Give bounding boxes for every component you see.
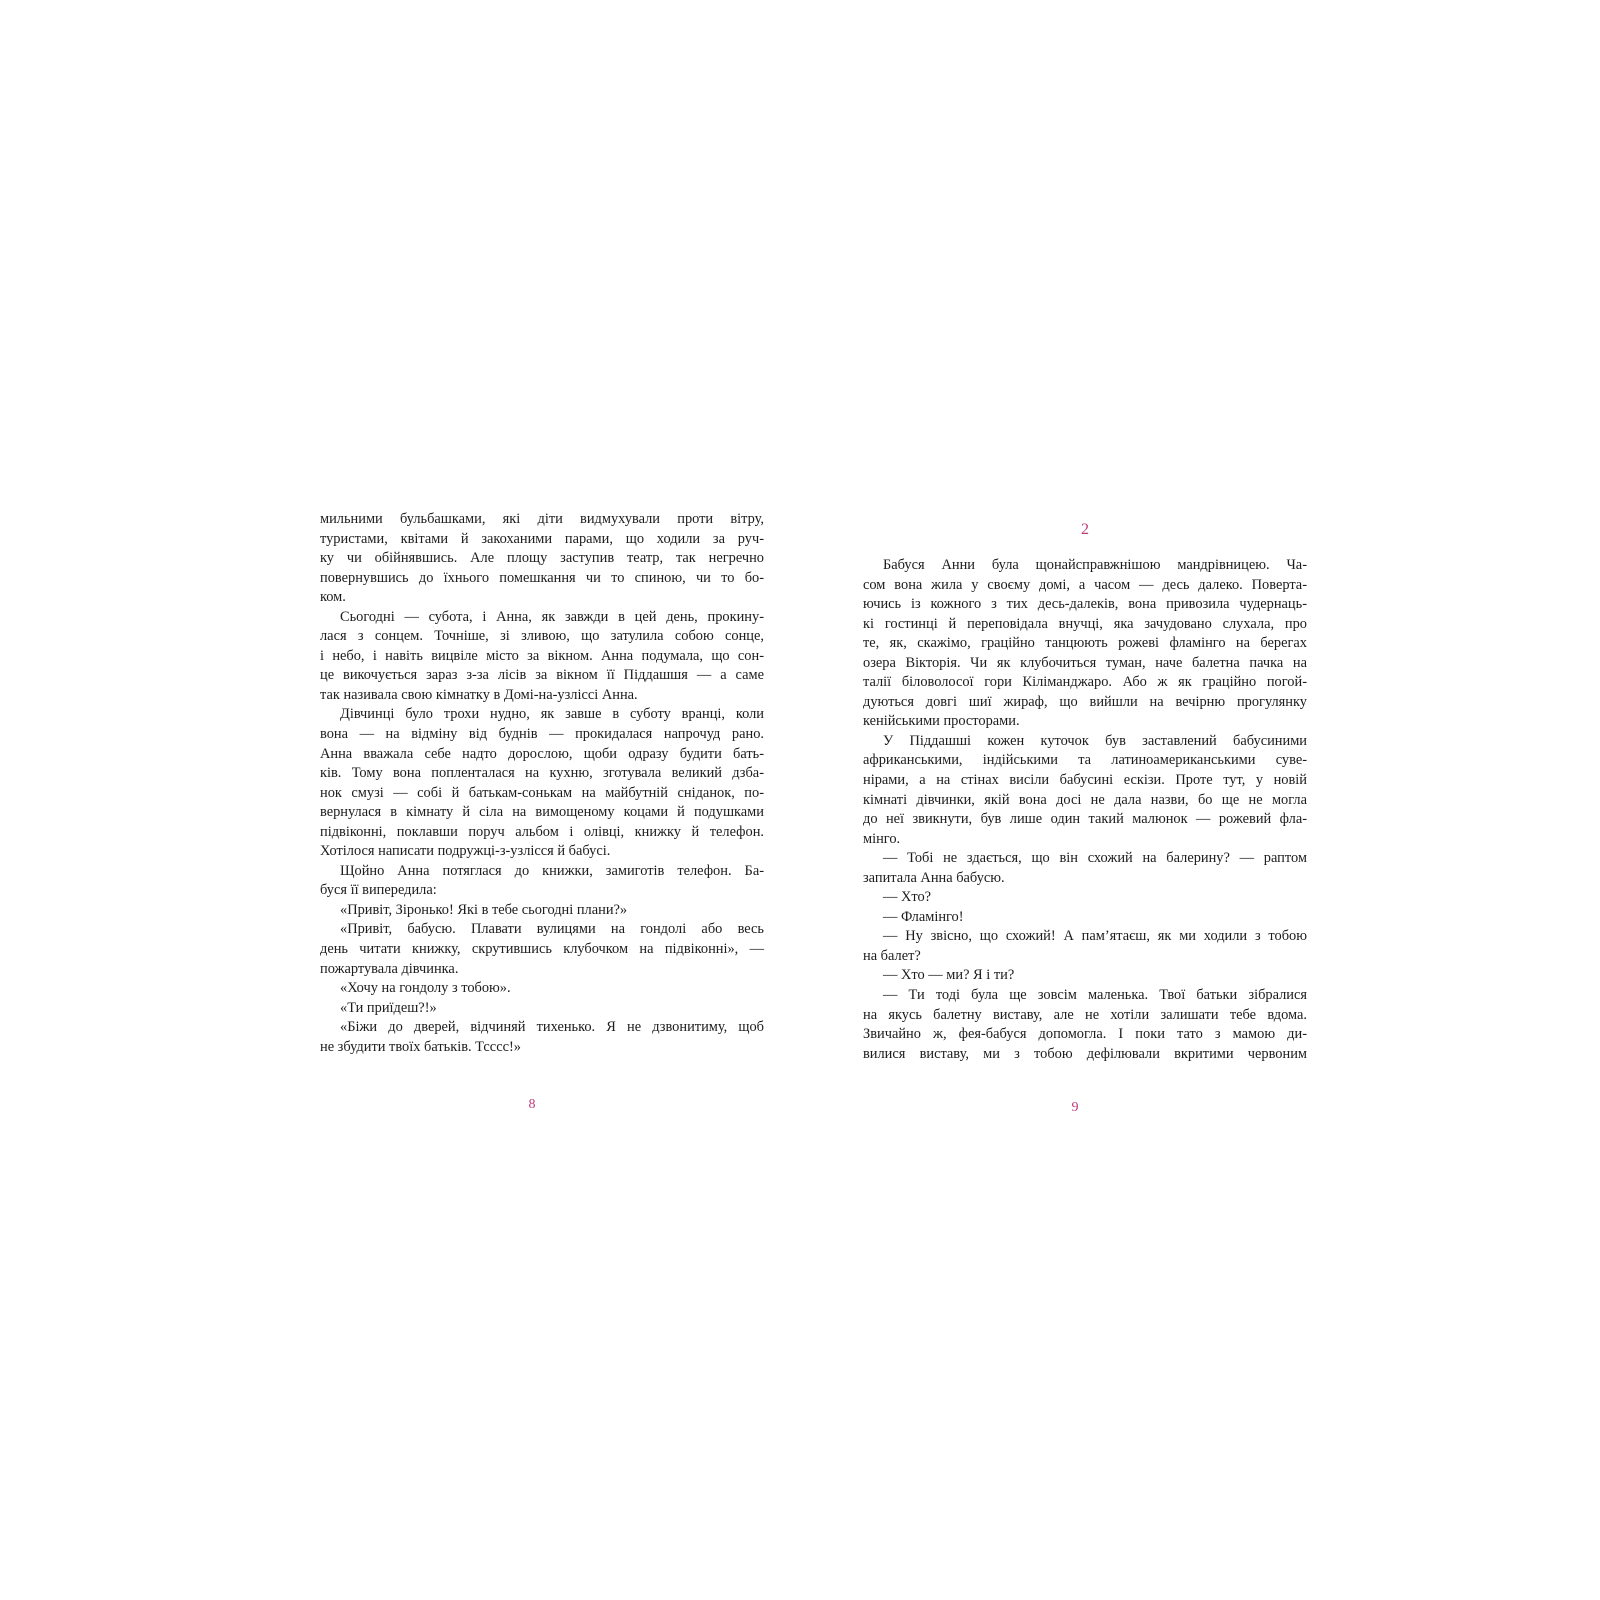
text-line: це викочується зараз з-за лісів за вікном її Піддашшя — а саме xyxy=(320,667,764,684)
text-line: лася з сонцем. Точніше, зі зливою, що затулила собою сонце, xyxy=(320,628,764,645)
text-line: — Ти тоді була ще зовсім маленька. Твої батьки зібралися xyxy=(883,987,1307,1004)
text-line: «Привіт, Зіронько! Які в тебе сьогодні плани?» xyxy=(340,901,628,918)
text-line: повернувшись до їхнього помешкання чи то спиною, чи то бо- xyxy=(320,569,764,586)
text-line: — Хто? xyxy=(883,889,932,906)
text-line: до неї звикнути, був лише один такий малюнок — рожевий фла- xyxy=(863,811,1307,828)
right-page-text xyxy=(863,556,1307,1064)
chapter-number: 2 xyxy=(1081,521,1089,538)
text-line: африканськими, індійськими та латиноамериканськими суве- xyxy=(863,752,1307,769)
text-line: ків. Тому вона попленталася на кухню, зготувала великий дзба- xyxy=(320,765,764,782)
text-line: Анна вважала себе надто дорослою, щоби одразу будити бать- xyxy=(320,745,764,762)
text-line: ком. xyxy=(320,589,346,606)
left-page-text xyxy=(320,510,764,1057)
text-line: на балет? xyxy=(863,947,921,964)
text-line: озера Вікторія. Чи як клубочиться туман, наче балетна пачка на xyxy=(863,654,1307,671)
page-number-right: 9 xyxy=(1071,1100,1079,1115)
text-line: сом вона жила у своєму домі, а часом — десь далеко. Поверта- xyxy=(863,576,1307,593)
text-line: не збудити твоїх батьків. Тсссс!» xyxy=(320,1038,521,1055)
text-line: Хотілося написати подружці-з-узлісся й бабусі. xyxy=(320,843,611,860)
text-line: — Фламінго! xyxy=(883,908,964,925)
text-line: — Тобі не здається, що він схожий на балерину? — раптом xyxy=(883,850,1307,867)
text-line: вернулася в кімнату й сіла на вимощеному коцами й подушками xyxy=(320,804,764,821)
text-line: «Привіт, бабусю. Плавати вулицями на гондолі або весь xyxy=(340,921,764,938)
text-line: пожартувала дівчинка. xyxy=(320,960,459,977)
text-line: Звичайно ж, фея-бабуся допомогла. І поки тато з мамою ди- xyxy=(863,1026,1307,1043)
text-line: кімнаті дівчинки, якій вона досі не дала назви, бо ще не могла xyxy=(863,791,1307,808)
left-page xyxy=(320,510,764,1057)
text-line: — Хто — ми? Я і ти? xyxy=(883,967,1015,984)
text-line: на якусь балетну виставу, але не хотіли залишати тебе вдома. xyxy=(863,1006,1307,1023)
page-number-left: 8 xyxy=(528,1097,536,1112)
text-line: «Ти приїдеш?!» xyxy=(340,999,437,1016)
text-line: Сьогодні — субота, і Анна, як завжди в цей день, прокину- xyxy=(340,608,764,625)
text-line: запитала Анна бабусю. xyxy=(863,869,1005,886)
text-line: дуються довгі шиї жираф, що вийшли на вечірню прогулянку xyxy=(863,693,1307,710)
text-line: мильними бульбашками, які діти видмухували проти вітру, xyxy=(320,511,764,527)
text-line: ку чи обійнявшись. Але площу заступив театр, так негречно xyxy=(320,550,764,567)
right-page xyxy=(863,520,1307,1064)
text-line: і небо, і навіть вицвіле місто за вікном. Анна подумала, що сон- xyxy=(320,647,764,664)
text-line: туристами, квітами й закоханими парами, що ходили за руч- xyxy=(320,530,764,547)
text-line: підвіконні, поклавши поруч альбом і олівці, книжку й телефон. xyxy=(320,823,764,840)
text-line: нок смузі — собі й батькам-сонькам на майбутній сніданок, по- xyxy=(320,784,764,801)
text-line: «Біжи до дверей, відчиняй тихенько. Я не дзвонитиму, щоб xyxy=(340,1019,764,1036)
text-line: Щойно Анна потяглася до книжки, замиготів телефон. Ба- xyxy=(340,862,764,879)
text-line: кі гостинці й переповідала внучці, яка зачудовано слухала, про xyxy=(863,615,1307,632)
text-line: Дівчинці було трохи нудно, як завше в суботу вранці, коли xyxy=(340,706,764,723)
text-line: мінго. xyxy=(863,830,901,847)
text-line: талії біловолосої гори Кіліманджаро. Або ж як граційно погой- xyxy=(863,674,1307,691)
text-line: кенійськими просторами. xyxy=(863,713,1020,730)
text-line: Бабуся Анни була щонайсправжнішою мандрівницею. Ча- xyxy=(883,557,1307,573)
text-line: буся її випередила: xyxy=(320,882,437,899)
text-line: нірами, а на стінах висіли бабусині ескізи. Проте тут, у новій xyxy=(863,772,1307,789)
text-line: те, як, скажімо, граційно танцюють рожеві фламінго на берегах xyxy=(863,635,1307,652)
text-line: день читати книжку, скрутившись клубочком на підвіконні», — xyxy=(320,941,764,958)
text-line: «Хочу на гондолу з тобою». xyxy=(340,980,511,997)
text-line: вона — на відміну від буднів — прокидалася напрочуд рано. xyxy=(320,726,764,743)
text-line: — Ну звісно, що схожий! А пам’ятаєш, як ми ходили з тобою xyxy=(883,928,1307,945)
text-line: ючись із кожного з тих десь-далеків, вона привозила чудернаць- xyxy=(863,596,1307,613)
text-line: У Піддашші кожен куточок був заставлений бабусиними xyxy=(883,732,1307,749)
text-line: так називала свою кімнатку в Домі-на-узліссі Анна. xyxy=(320,686,638,703)
text-line: вилися виставу, ми з тобою дефілювали вкритими червоним xyxy=(863,1045,1307,1062)
